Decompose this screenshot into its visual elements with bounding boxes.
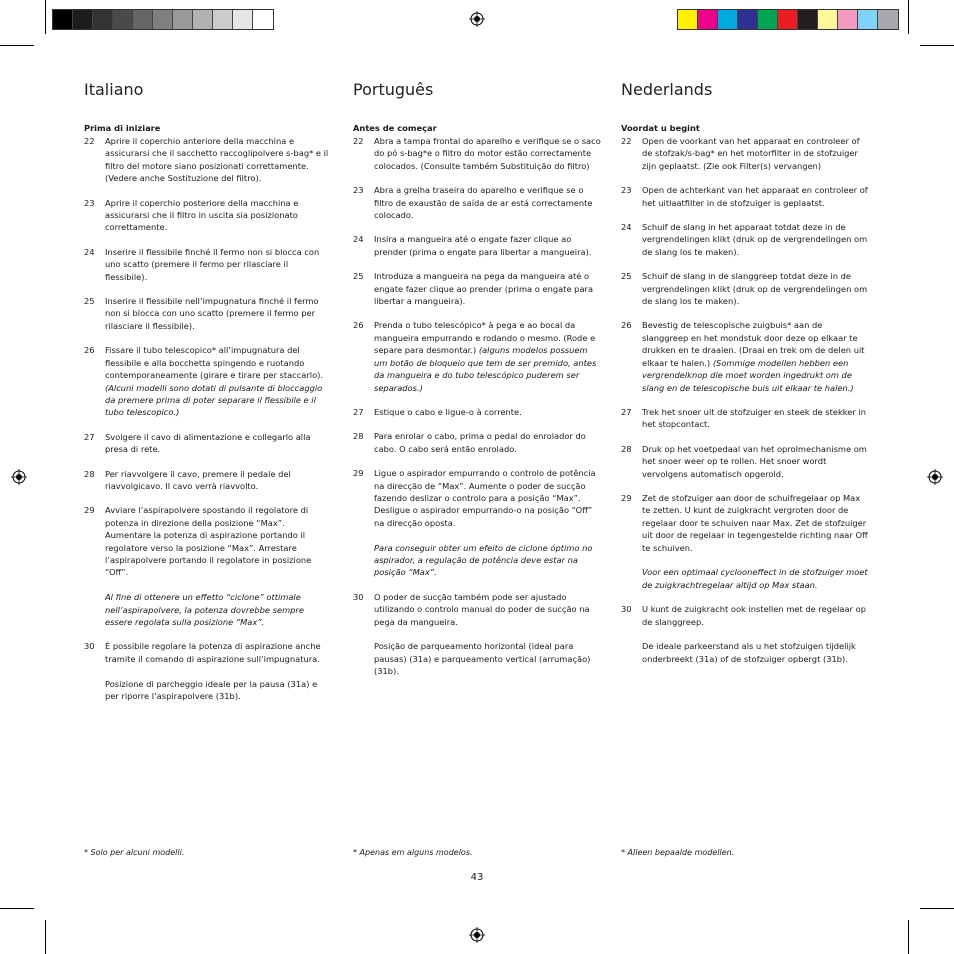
list-item [84, 197, 332, 234]
crop-mark [45, 920, 46, 954]
registration-mark-icon [469, 11, 485, 27]
item-number: 28 [84, 468, 95, 479]
item-body-text: Bevestig de telescopische zuigbuis* aan de slanggreep en het mondstuk door deze op elkaar te drukken en te draaien. (Draai en trek om de delen uit elkaar te halen.) [642, 320, 865, 368]
color-swatch [798, 10, 818, 29]
item-body-text: Avviare l’aspirapolvere spostando il regolatore di potenza in direzione della posizione “Max”. Aumentare la potenza di aspirazione portando il regolatore verso la posizione “Max”. Arrestare l’aspirapolvere portando il regolatore in posizione “Off”. [105, 505, 312, 578]
item-number: 22 [621, 136, 632, 146]
item-number: 22 [353, 136, 364, 146]
item-text [105, 468, 332, 493]
item-number: 30 [353, 591, 364, 602]
item-body-text: È possibile regolare la potenza di aspirazione anche tramite il comando di aspirazione sull’impugnatura. [105, 641, 321, 664]
item-paragraph [642, 603, 869, 628]
list-item [621, 270, 869, 307]
item-text [642, 492, 869, 591]
item-body-text: Abra a tampa frontal do aparelho e verifique se o saco do pó s-bag*e o filtro do motor estão correctamente colocados. (Consulte também Substituição do filtro) [374, 136, 601, 171]
color-swatch [818, 10, 838, 29]
item-text [642, 603, 869, 665]
list-item [84, 640, 332, 702]
section-subtitle: Voordat u begint [621, 123, 700, 133]
item-paragraph [105, 640, 332, 665]
list-item [353, 233, 601, 258]
item-number: 23 [84, 197, 95, 208]
list-item [84, 344, 332, 418]
item-text [374, 591, 601, 678]
item-body-text: Abra a grelha traseira do aparelho e verifique se o filtro de exaustão de saída de ar está correctamente colocado. [374, 185, 593, 221]
item-body-text: O poder de sucção também pode ser ajustado utilizando o controlo manual do poder de sucção na pega da mangueira. [374, 591, 590, 627]
item-paragraph [642, 135, 869, 172]
footnote: * Apenas em alguns modelos. [353, 848, 473, 857]
item-body-text: Para enrolar o cabo, prima o pedal do enrolador do cabo. O cabo será então enrolado. [374, 431, 586, 454]
list-item [621, 443, 869, 480]
item-number: 29 [353, 468, 364, 479]
item-paragraph [105, 431, 332, 456]
item-paragraph [105, 246, 332, 283]
item-paragraph [642, 566, 869, 591]
color-swatch [153, 10, 173, 29]
item-body-text: Inserire il flessibile finché il fermo non si blocca con uno scatto (premere il fermo per rilasciare il flessibile). [105, 246, 320, 282]
item-body-text: Prenda o tubo telescópico* à pega e ao bocal da mangueira empurrando e rodando o mesmo. (Rode e separe para desmontar.) [374, 320, 596, 356]
list-item [84, 431, 332, 456]
item-text [374, 184, 601, 221]
crop-mark [908, 920, 909, 954]
item-paragraph [374, 233, 601, 258]
item-number: 26 [84, 345, 95, 356]
section-title: Italiano [84, 80, 144, 99]
list-item [621, 184, 869, 209]
item-paragraph [105, 504, 332, 578]
item-paragraph [642, 492, 869, 554]
list-item [621, 603, 869, 665]
item-body-text: Fissare il tubo telescopico* all’impugnatura del flessibile e alla bocchetta spingendo e ruotando contemporaneamente (girare e tirare per staccarlo). [105, 345, 324, 381]
item-body-text: Aprire il coperchio anteriore della macchina e assicurarsi che il sacchetto raccoglipolvere s-bag* e il filtro del motore siano posizionati correttamente. (Vedere anche Sostituzione del filtro). [105, 136, 329, 184]
item-paragraph [105, 295, 332, 332]
list-item [84, 295, 332, 332]
item-italic-note: Para conseguir obter um efeito de ciclone óptimo no aspirador, a regulação de potência deve estar na posição “Max”. [374, 542, 593, 578]
item-number: 24 [84, 246, 95, 257]
list-item [353, 184, 601, 221]
item-paragraph [374, 270, 601, 307]
item-paragraph [105, 468, 332, 493]
item-number: 27 [621, 406, 632, 417]
item-text [642, 135, 869, 172]
item-text [105, 197, 332, 234]
color-swatch [698, 10, 718, 29]
item-paragraph [374, 406, 601, 418]
item-body-text: Schuif de slang in het apparaat totdat deze in de vergrendelingen klikt (druk op de vergrendelingen om de slang los te maken). [642, 222, 868, 257]
list-item [84, 246, 332, 283]
item-paragraph [374, 430, 601, 455]
list-item [621, 406, 869, 431]
item-number: 25 [621, 271, 632, 282]
item-body-text: Insira a mangueira até o engate fazer clique ao prender (prima o engate para libertar a mangueira). [374, 234, 592, 257]
list-item [84, 504, 332, 628]
footnote: * Alleen bepaalde modellen. [621, 848, 735, 857]
item-italic-note: (Alcuni modelli sono dotati di pulsante di bloccaggio da premere prima di poter separare il flessibile e il tubo telescopico.) [105, 382, 323, 418]
list-item [353, 135, 601, 172]
color-swatch [838, 10, 858, 29]
color-swatch [73, 10, 93, 29]
color-swatch [53, 10, 73, 29]
item-number: 23 [353, 185, 364, 196]
item-paragraph [374, 542, 601, 579]
item-text [642, 406, 869, 431]
item-text [105, 344, 332, 418]
item-text [374, 467, 601, 579]
item-number: 25 [353, 271, 364, 282]
list-item [353, 406, 601, 418]
color-swatch [133, 10, 153, 29]
color-swatch [718, 10, 738, 29]
list-item [353, 467, 601, 579]
item-number: 27 [353, 406, 364, 417]
item-italic-note: Al fine di ottenere un effetto “ciclone” ottimale nell’aspirapolvere, la potenza dovrebbe sempre essere regolata sulla posizione “Max”. [105, 592, 304, 627]
item-text [642, 270, 869, 307]
item-paragraph [374, 319, 601, 393]
color-swatch [778, 10, 798, 29]
item-text [374, 135, 601, 172]
color-swatch [93, 10, 113, 29]
column-italiano [84, 80, 332, 702]
instruction-list [621, 135, 869, 665]
color-swatch [758, 10, 778, 29]
item-body-text: Svolgere il cavo di alimentazione e collegarlo alla presa di rete. [105, 431, 311, 455]
section-subtitle: Antes de começar [353, 123, 437, 133]
item-paragraph [105, 591, 332, 628]
list-item [84, 135, 332, 185]
item-body-text: Estique o cabo e ligue-o à corrente. [374, 406, 522, 417]
item-paragraph [642, 443, 869, 480]
color-swatch [858, 10, 878, 29]
item-body-text: Introduza a mangueira na pega da mangueira até o engate fazer clique ao prender (prima o engate para libertar a mangueira). [374, 271, 594, 307]
crop-mark [908, 0, 909, 34]
item-italic-note: (Sommige modellen hebben een vergrendelknop die moet worden ingedrukt om de slang en de telescopische buis uit elkaar te halen.) [642, 357, 854, 393]
item-body-text: Posizione di parcheggio ideale per la pausa (31a) e per riporre l’aspirapolvere (31b). [105, 678, 318, 701]
item-paragraph [105, 678, 332, 703]
item-text [105, 246, 332, 283]
item-text [642, 443, 869, 480]
list-item [621, 492, 869, 591]
instruction-list [84, 135, 332, 702]
item-body-text: De ideale parkeerstand als u het stofzuigen tijdelijk onderbreekt (31a) of de stofzuiger opbergt (31b). [642, 641, 856, 664]
item-text [105, 135, 332, 185]
item-text [105, 295, 332, 332]
item-paragraph [374, 184, 601, 221]
item-body-text: Trek het snoer uit de stofzuiger en steek de stekker in het stopcontact. [642, 406, 867, 430]
item-number: 27 [84, 431, 95, 442]
item-number: 26 [621, 320, 632, 331]
item-paragraph [105, 197, 332, 234]
item-number: 30 [621, 604, 632, 615]
item-number: 25 [84, 296, 95, 307]
page-number: 43 [470, 872, 484, 883]
item-text [105, 640, 332, 702]
color-swatch [193, 10, 213, 29]
process-color-bar [677, 9, 899, 30]
color-swatch [253, 10, 273, 29]
item-number: 30 [84, 641, 95, 652]
item-paragraph [374, 640, 601, 677]
color-swatch [233, 10, 253, 29]
list-item [353, 430, 601, 455]
color-swatch [173, 10, 193, 29]
section-title: Português [353, 80, 434, 99]
crop-mark [0, 45, 34, 46]
list-item [84, 468, 332, 493]
list-item [353, 270, 601, 307]
item-text [374, 233, 601, 258]
crop-mark [45, 0, 46, 34]
item-body-text: Open de voorkant van het apparaat en controleer of de stofzak/s-bag* en het motorfilter in de stofzuiger zijn geplaatst. (Zie ook Filter(s) vervangen) [642, 136, 860, 171]
column-portugues [353, 80, 601, 678]
color-swatch [113, 10, 133, 29]
item-body-text: Aprire il coperchio posteriore della macchina e assicurarsi che il filtro in uscita sia posizionato correttamente. [105, 197, 299, 233]
item-text [642, 319, 869, 393]
registration-mark-icon [11, 469, 27, 485]
item-paragraph [642, 406, 869, 431]
list-item [353, 319, 601, 393]
list-item [353, 591, 601, 678]
item-italic-note: Voor een optimaal cyclooneffect in de stofzuiger moet de zuigkrachtregelaar altijd op Max staan. [642, 567, 868, 590]
item-number: 26 [353, 320, 364, 331]
item-italic-note: (alguns modelos possuem um botão de bloqueio que tem de ser premido, antes da mangueira e do tubo telescópico puderem ser separados.) [374, 345, 597, 393]
item-paragraph [374, 467, 601, 529]
item-text [374, 406, 601, 418]
color-swatch [213, 10, 233, 29]
item-body-text: Inserire il flessibile nell’impugnatura finché il fermo non si blocca con uno scatto (premere il fermo per rilasciare il flessibile). [105, 296, 319, 331]
item-text [374, 270, 601, 307]
list-item [621, 135, 869, 172]
item-paragraph [105, 344, 332, 418]
item-body-text: Ligue o aspirador empurrando o controlo de potência na direcção de “Max”. Aumente o poder de sucção fazendo deslizar o controlo para a posição “Max”. Desligue o aspirador empurrando-o na posição “Off” na direcção oposta. [374, 468, 596, 528]
item-body-text: Per riavvolgere il cavo, premere il pedale del riavvolgicavo. Il cavo verrà riavvolto. [105, 468, 291, 491]
item-body-text: Zet de stofzuiger aan door de schuifregelaar op Max te zetten. U kunt de zuigkracht vergroten door de regelaar door te schuiven naar Max. Zet de stofzuiger uit door de regelaar in tegengestelde richting naar Off te schuiven. [642, 492, 868, 553]
item-number: 28 [621, 443, 632, 454]
grayscale-color-bar [52, 9, 274, 30]
color-swatch [678, 10, 698, 29]
item-number: 22 [84, 136, 95, 146]
column-nederlands [621, 80, 869, 665]
item-number: 24 [353, 234, 364, 245]
item-paragraph [374, 135, 601, 172]
item-text [642, 221, 869, 258]
list-item [621, 319, 869, 393]
color-swatch [878, 10, 898, 29]
registration-mark-icon [469, 927, 485, 943]
item-number: 28 [353, 431, 364, 442]
registration-mark-icon [927, 469, 943, 485]
item-body-text: Posição de parqueamento horizontal (ideal para pausas) (31a) e parqueamento vertical (arrumação) (31b). [374, 641, 591, 677]
footnote: * Solo per alcuni modelli. [84, 848, 185, 857]
item-text [642, 184, 869, 209]
crop-mark [0, 908, 34, 909]
color-swatch [738, 10, 758, 29]
item-paragraph [642, 184, 869, 209]
item-text [374, 319, 601, 393]
item-body-text: U kunt de zuigkracht ook instellen met de regelaar op de slanggreep. [642, 604, 866, 627]
item-text [374, 430, 601, 455]
item-paragraph [642, 221, 869, 258]
item-paragraph [642, 270, 869, 307]
item-number: 29 [621, 492, 632, 503]
item-body-text: Druk op het voetpedaal van het oprolmechanisme om het snoer weer op te rollen. Het snoer wordt vervolgens automatisch opgerold. [642, 443, 867, 479]
item-number: 24 [621, 222, 632, 233]
item-number: 23 [621, 185, 632, 196]
item-paragraph [642, 640, 869, 665]
section-title: Nederlands [621, 80, 713, 99]
item-paragraph [642, 319, 869, 393]
item-text [105, 504, 332, 628]
item-paragraph [374, 591, 601, 628]
section-subtitle: Prima di iniziare [84, 123, 161, 133]
list-item [621, 221, 869, 258]
instruction-list [353, 135, 601, 678]
item-body-text: Open de achterkant van het apparaat en controleer of het uitlaatfilter in de stofzuiger is geplaatst. [642, 185, 868, 208]
item-text [105, 431, 332, 456]
crop-mark [920, 45, 954, 46]
item-body-text: Schuif de slang in de slanggreep totdat deze in de vergrendelingen klikt (druk op de vergrendelingen om de slang los te maken). [642, 271, 868, 307]
crop-mark [920, 908, 954, 909]
item-paragraph [105, 135, 332, 185]
item-number: 29 [84, 505, 95, 516]
